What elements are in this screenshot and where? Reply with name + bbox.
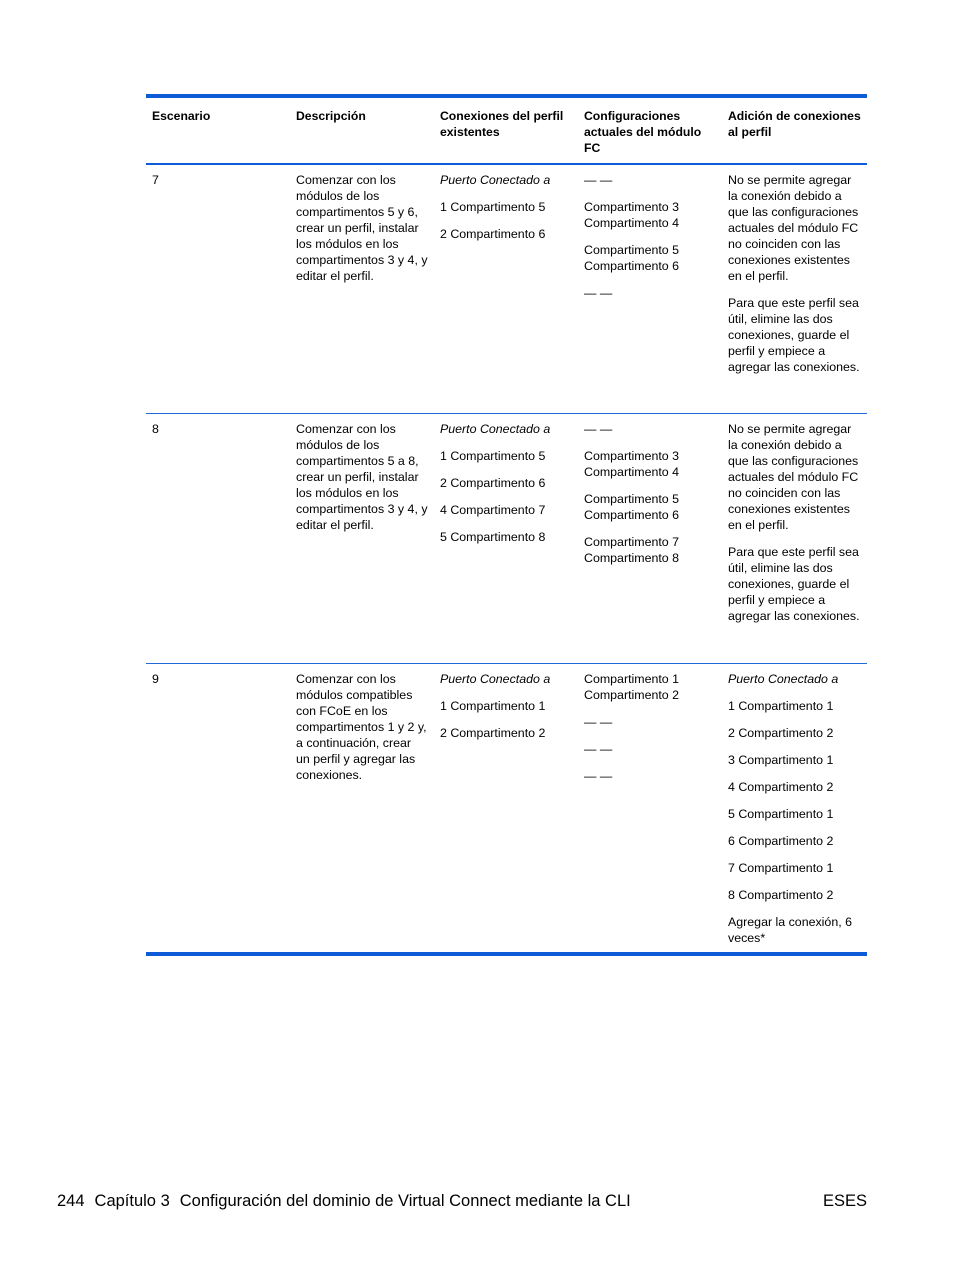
scenario-number: 7: [152, 173, 159, 187]
table-row: [146, 165, 867, 413]
fc-module-config: [578, 414, 722, 663]
adding-note: No se permite agregar la conexión debido a que las configuraciones actuales del módulo FC no coinciden con las conexiones existentes en el perfil.: [728, 173, 859, 283]
page-footer: [57, 1191, 867, 1211]
existing-connections-header: Puerto Conectado a: [440, 422, 551, 436]
scenario-number: 8: [152, 422, 159, 436]
fc-config-entry: Compartimento 3 Compartimento 4: [584, 449, 680, 479]
scenario-number: 9: [152, 672, 159, 686]
fc-config-entry: Compartimento 7 Compartimento 8: [584, 535, 680, 565]
chapter-title: Configuración del dominio de Virtual Connect mediante la CLI: [179, 1192, 631, 1210]
scenario-description: Comenzar con los módulos de los compartimentos 5 y 6, crear un perfil, instalar los módulos en los compartimentos 3 y 4, y editar el perfil.: [296, 173, 428, 283]
existing-connections: [434, 414, 578, 663]
table-row: [146, 413, 867, 663]
adding-note: Para que este perfil sea útil, elimine las dos conexiones, guarde el perfil y empiece a agregar las conexiones.: [728, 296, 860, 374]
existing-connection: 1 Compartimento 1: [440, 699, 546, 713]
table-row: [146, 663, 867, 952]
adding-connections-header: Puerto Conectado a: [728, 672, 839, 686]
fc-config-entry: — —: [584, 422, 613, 436]
existing-connections: [434, 165, 578, 413]
fc-config-entry: — —: [584, 173, 613, 187]
header-descripcion: Descripción: [296, 109, 366, 123]
adding-connection: 7 Compartimento 1: [728, 861, 834, 875]
existing-connection: 1 Compartimento 5: [440, 200, 546, 214]
fc-module-config: [578, 165, 722, 413]
fc-config-entry: — —: [584, 286, 613, 300]
adding-note: Para que este perfil sea útil, elimine las dos conexiones, guarde el perfil y empiece a agregar las conexiones.: [728, 545, 860, 623]
fc-config-entry: Compartimento 5 Compartimento 6: [584, 492, 680, 522]
table-header-row: [146, 98, 867, 165]
footer-left: [57, 1191, 631, 1211]
fc-config-entry: Compartimento 3 Compartimento 4: [584, 200, 680, 230]
header-escenario: Escenario: [152, 109, 211, 123]
existing-connection: 2 Compartimento 6: [440, 227, 546, 241]
fc-config-entry: — —: [584, 742, 613, 756]
language-code: ESES: [822, 1192, 867, 1210]
adding-connection: 6 Compartimento 2: [728, 834, 834, 848]
scenario-table: [146, 94, 867, 956]
fc-config-entry: Compartimento 5 Compartimento 6: [584, 243, 680, 273]
header-adicion-conexiones: Adición de conexiones al perfil: [728, 109, 861, 139]
existing-connection: 2 Compartimento 2: [440, 726, 546, 740]
existing-connections-header: Puerto Conectado a: [440, 173, 551, 187]
existing-connection: 5 Compartimento 8: [440, 530, 546, 544]
adding-connection: 2 Compartimento 2: [728, 726, 834, 740]
adding-connections: [722, 664, 867, 952]
adding-connections: [722, 165, 867, 413]
scenario-description: Comenzar con los módulos compatibles con FCoE en los compartimentos 1 y 2 y, a continuación, crear un perfil y agregar las conexiones.: [296, 672, 427, 782]
adding-connection: 8 Compartimento 2: [728, 888, 834, 902]
adding-connection: 1 Compartimento 1: [728, 699, 834, 713]
fc-config-entry: Compartimento 1 Compartimento 2: [584, 672, 680, 702]
adding-connections: [722, 414, 867, 663]
fc-config-entry: — —: [584, 769, 613, 783]
existing-connection: 2 Compartimento 6: [440, 476, 546, 490]
adding-connection: 4 Compartimento 2: [728, 780, 834, 794]
existing-connections: [434, 664, 578, 952]
page-number: 244: [57, 1192, 85, 1210]
adding-note: No se permite agregar la conexión debido a que las configuraciones actuales del módulo FC no coinciden con las conexiones existentes en el perfil.: [728, 422, 859, 532]
existing-connections-header: Puerto Conectado a: [440, 672, 551, 686]
scenario-description: Comenzar con los módulos de los compartimentos 5 a 8, crear un perfil, instalar los módulos en los compartimentos 3 y 4, y editar el perfil.: [296, 422, 428, 532]
header-configuraciones-fc: Configuraciones actuales del módulo FC: [584, 109, 702, 155]
fc-module-config: [578, 664, 722, 952]
adding-note: Agregar la conexión, 6 veces*: [728, 915, 852, 945]
existing-connection: 1 Compartimento 5: [440, 449, 546, 463]
header-conexiones-existentes: Conexiones del perfil existentes: [440, 109, 564, 139]
adding-connection: 3 Compartimento 1: [728, 753, 834, 767]
adding-connection: 5 Compartimento 1: [728, 807, 834, 821]
existing-connection: 4 Compartimento 7: [440, 503, 546, 517]
fc-config-entry: — —: [584, 715, 613, 729]
chapter-label: Capítulo 3: [94, 1192, 170, 1210]
